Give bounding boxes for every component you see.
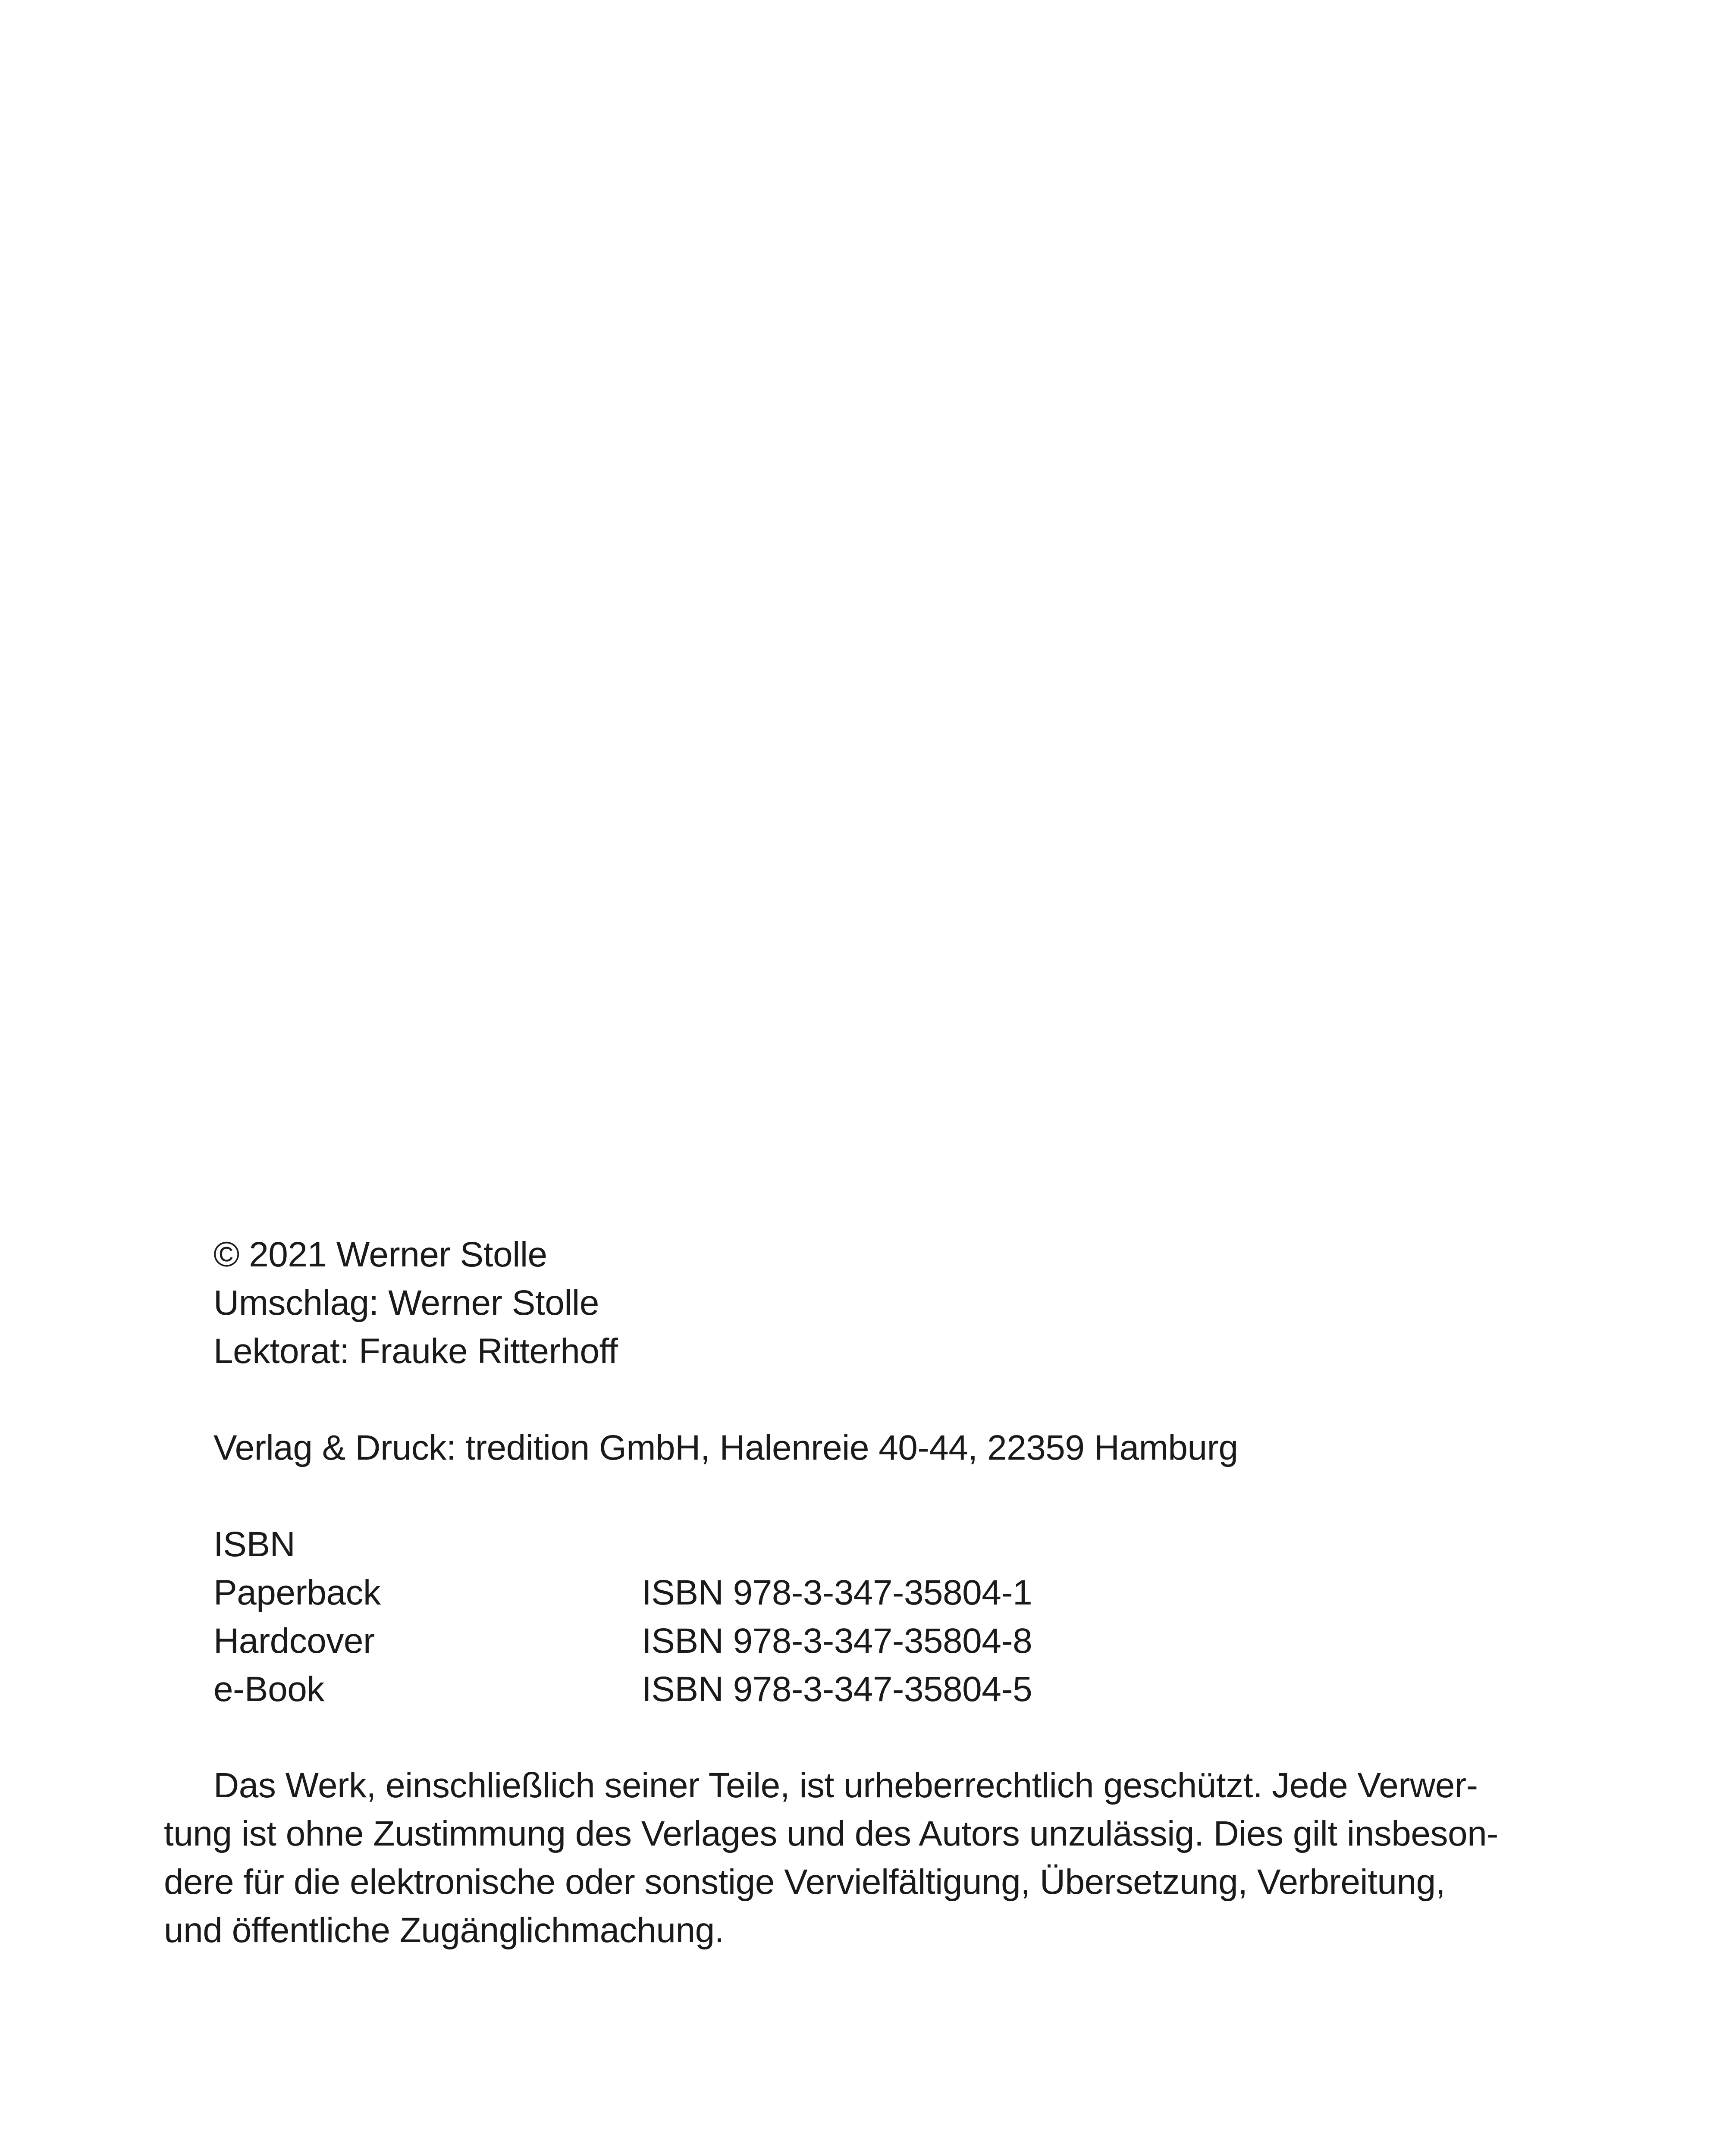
isbn-number-paperback: ISBN 978-3-347-35804-1 <box>642 1573 1032 1612</box>
isbn-heading: ISBN <box>213 1525 295 1564</box>
legal-notice-line: tung ist ohne Zustimmung des Verlages und des Autors unzulässig. Dies gilt insbeson- <box>164 1814 1498 1853</box>
legal-notice-line: Das Werk, einschließlich seiner Teile, ist urheberrechtlich geschützt. Jede Verwer- <box>213 1766 1478 1805</box>
isbn-number-ebook: ISBN 978-3-347-35804-5 <box>642 1670 1032 1709</box>
publisher-line: Verlag & Druck: tredition GmbH, Halenreie 40-44, 22359 Hamburg <box>213 1428 1238 1467</box>
isbn-format-paperback: Paperback <box>213 1573 381 1612</box>
legal-notice <box>164 1761 1557 1955</box>
isbn-format-ebook: e-Book <box>213 1670 324 1709</box>
copyright-line: © 2021 Werner Stolle <box>213 1235 547 1274</box>
isbn-number-hardcover: ISBN 978-3-347-35804-8 <box>642 1621 1032 1661</box>
editing-credit: Lektorat: Frauke Ritterhoff <box>213 1332 618 1371</box>
isbn-format-hardcover: Hardcover <box>213 1621 375 1661</box>
legal-notice-line: dere für die elektronische oder sonstige Vervielfältigung, Übersetzung, Verbreitung, <box>164 1862 1446 1902</box>
legal-notice-line: und öffentliche Zugänglichmachung. <box>164 1911 724 1950</box>
cover-credit: Umschlag: Werner Stolle <box>213 1283 599 1322</box>
